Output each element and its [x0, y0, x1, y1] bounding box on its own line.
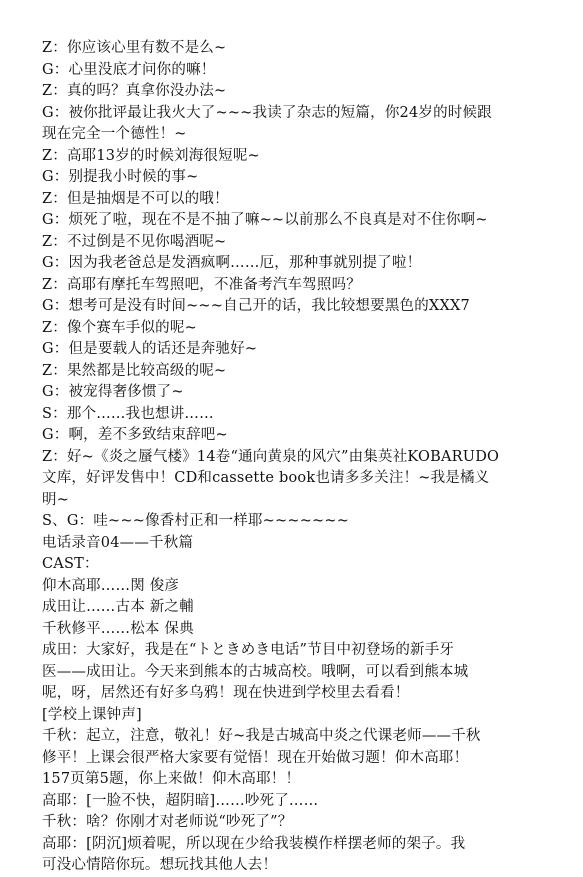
text-line: 可没心情陪你玩。想玩找其他人去！ — [42, 857, 278, 873]
text-line: G：别提我小时候的事~ — [42, 169, 199, 185]
text-line: 高耶：[一脸不快，超阴暗]……吵死了…… — [42, 792, 319, 809]
text-line: G：烦死了啦，现在不是不抽了嘛~~以前那么不良真是对不住你啊~ — [42, 212, 488, 228]
text-line: 高耶：[阴沉]烦着呢，所以现在少给我装模作样摆老师的架子。我 — [42, 835, 466, 852]
text-line: 医——成田让。今天来到熊本的古城高校。哦啊，可以看到熊本城 — [42, 663, 469, 680]
text-line: 千秋：起立，注意，敬礼！好~我是古城高中炎之代课老师——千秋 — [42, 728, 481, 744]
text-line: 呢，呀，居然还有好多乌鸦！现在快进到学校里去看看！ — [42, 685, 410, 701]
text-line: 千秋修平……松本 保典 — [42, 620, 194, 637]
text-line: Z：好~《炎之蜃气楼》14卷“通向黄泉的风穴”由集英社KOBARUDO — [42, 448, 500, 465]
text-line: 仰木高耶……関 俊彦 — [42, 577, 180, 594]
text-line: 现在完全一个德性！~ — [42, 126, 187, 142]
text-line: G：啊，差不多致结束辞吧~ — [42, 427, 228, 443]
text-line: Z：高耶13岁的时候刘海很短呢~ — [42, 147, 260, 164]
text-line: G：想考可是没有时间~~~自己开的话，我比较想要黑色的XXX7 — [42, 298, 470, 314]
text-line: G：但是要载人的话还是奔驰好~ — [42, 341, 258, 357]
text-line: 电话录音04——千秋篇 — [42, 534, 194, 551]
text-line: Z：不过倒是不见你喝酒呢~ — [42, 233, 227, 250]
text-line: Z：但是抽烟是不可以的哦！ — [42, 190, 229, 207]
text-line: 成田：大家好，我是在“トときめき电话”节目中初登场的新手牙 — [42, 642, 455, 658]
text-line: 157页第5题，你上来做！仰木高耶！！ — [42, 771, 301, 787]
text-line: Z：果然都是比较高级的呢~ — [42, 362, 227, 379]
text-line: CAST： — [42, 556, 99, 572]
text-line: G：被宠得奢侈惯了~ — [42, 384, 184, 400]
text-line: S、G：哇~~~像香村正和一样耶~~~~~~~ — [42, 513, 350, 529]
transcript-text — [42, 38, 542, 877]
text-line: S：那个……我也想讲…… — [42, 405, 214, 422]
text-line: G：被你批评最让我火大了~~~我读了杂志的短篇，你24岁的时候跟 — [42, 104, 492, 121]
text-line: G：因为我老爸总是发酒疯啊……厄，那种事就别提了啦！ — [42, 255, 422, 271]
text-line: [学校上课钟声] — [42, 706, 142, 723]
text-line: 千秋：啥？你刚才对老师说“吵死了”？ — [42, 814, 293, 830]
text-line: Z：像个赛车手似的呢~ — [42, 319, 197, 336]
text-line: 成田让……古本 新之輔 — [42, 599, 194, 615]
text-line: 明~ — [42, 491, 70, 508]
text-line: 文库，好评发售中！CD和cassette book也请多多关注！~我是橘义 — [42, 470, 490, 486]
text-line: Z：真的吗？真拿你没办法~ — [42, 83, 227, 99]
text-line: 修平！上课会很严格大家要有觉悟！现在开始做习题！仰木高耶！ — [42, 749, 469, 766]
text-line: Z：高耶有摩托车驾照吧，不准备考汽车驾照吗？ — [42, 276, 361, 293]
text-line: Z：你应该心里有数不是么~ — [42, 40, 227, 56]
text-line: G：心里没底才问你的嘛！ — [42, 61, 216, 78]
